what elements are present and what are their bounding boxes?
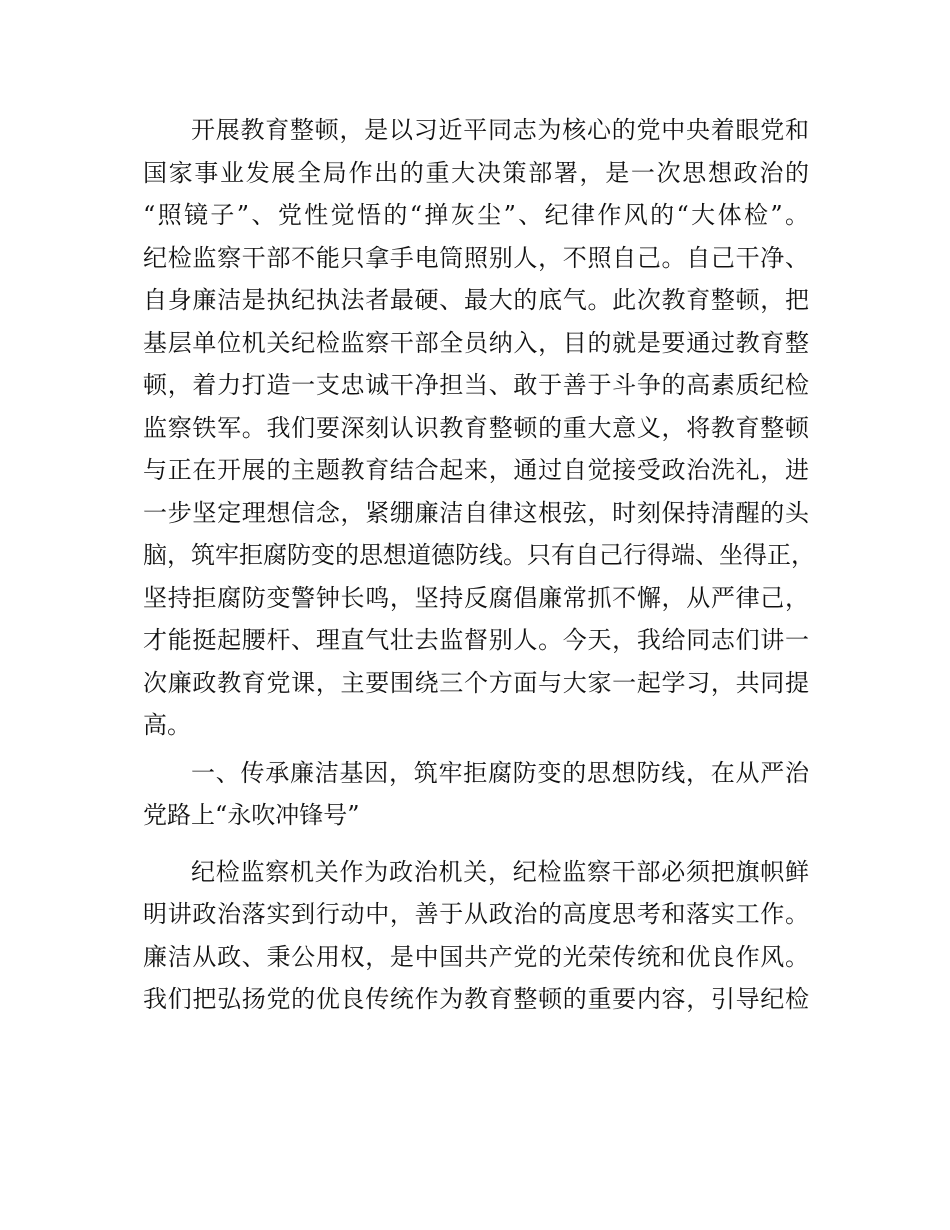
intro-paragraph [143, 109, 815, 747]
text-line: 纪检监察机关作为政治机关，纪检监察干部必须把旗帜鲜 [191, 857, 809, 886]
text-line: 我们把弘扬党的优良传统作为教育整顿的重要内容，引导纪检 [143, 985, 809, 1013]
text-line: 与正在开展的主题教育结合起来，通过自觉接受政治洗礼，进 [143, 456, 809, 484]
text-line: 自身廉洁是执纪执法者最硬、最大的底气。此次教育整顿，把 [143, 286, 809, 314]
text-line: 脑，筑牢拒腐防变的思想道德防线。只有自己行得端、坐得正， [143, 541, 815, 569]
text-line: 廉洁从政、秉公用权，是中国共产党的光荣传统和优良作风。 [143, 942, 809, 971]
heading-line: 党路上“永吹冲锋号” [143, 801, 360, 829]
text-line: 次廉政教育党课，主要围绕三个方面与大家一起学习，共同提 [143, 668, 809, 697]
text-line: 纪检监察干部不能只拿手电筒照别人，不照自己。自己干净、 [143, 243, 809, 272]
section-heading [143, 752, 809, 837]
text-line: 国家事业发展全局作出的重大决策部署，是一次思想政治的 [143, 158, 809, 187]
text-line: 明讲政治落实到行动中，善于从政治的高度思考和落实工作。 [143, 900, 809, 928]
text-line: 顿，着力打造一支忠诚干净担当、敢于善于斗争的高素质纪检 [143, 371, 809, 399]
text-line: 才能挺起腰杆、理直气壮去监督别人。今天，我给同志们讲一 [143, 626, 809, 654]
text-line: 高。 [143, 711, 191, 739]
heading-line: 一、传承廉洁基因，筑牢拒腐防变的思想防线，在从严治 [191, 758, 809, 787]
text-line: 坚持拒腐防变警钟长鸣，坚持反腐倡廉常抓不懈，从严律己， [143, 583, 809, 612]
text-line: 基层单位机关纪检监察干部全员纳入，目的就是要通过教育整 [143, 328, 809, 357]
text-line: “照镜子”、党性觉悟的“掸灰尘”、纪律作风的“大体检”。 [143, 201, 809, 229]
text-line: 开展教育整顿，是以习近平同志为核心的党中央着眼党和 [191, 116, 809, 144]
text-line: 一步坚定理想信念，紧绷廉洁自律这根弦，时刻保持清醒的头 [143, 498, 809, 527]
document-page [143, 109, 815, 1021]
body-paragraph [143, 851, 809, 1021]
text-line: 监察铁军。我们要深刻认识教育整顿的重大意义，将教育整顿 [143, 413, 809, 442]
